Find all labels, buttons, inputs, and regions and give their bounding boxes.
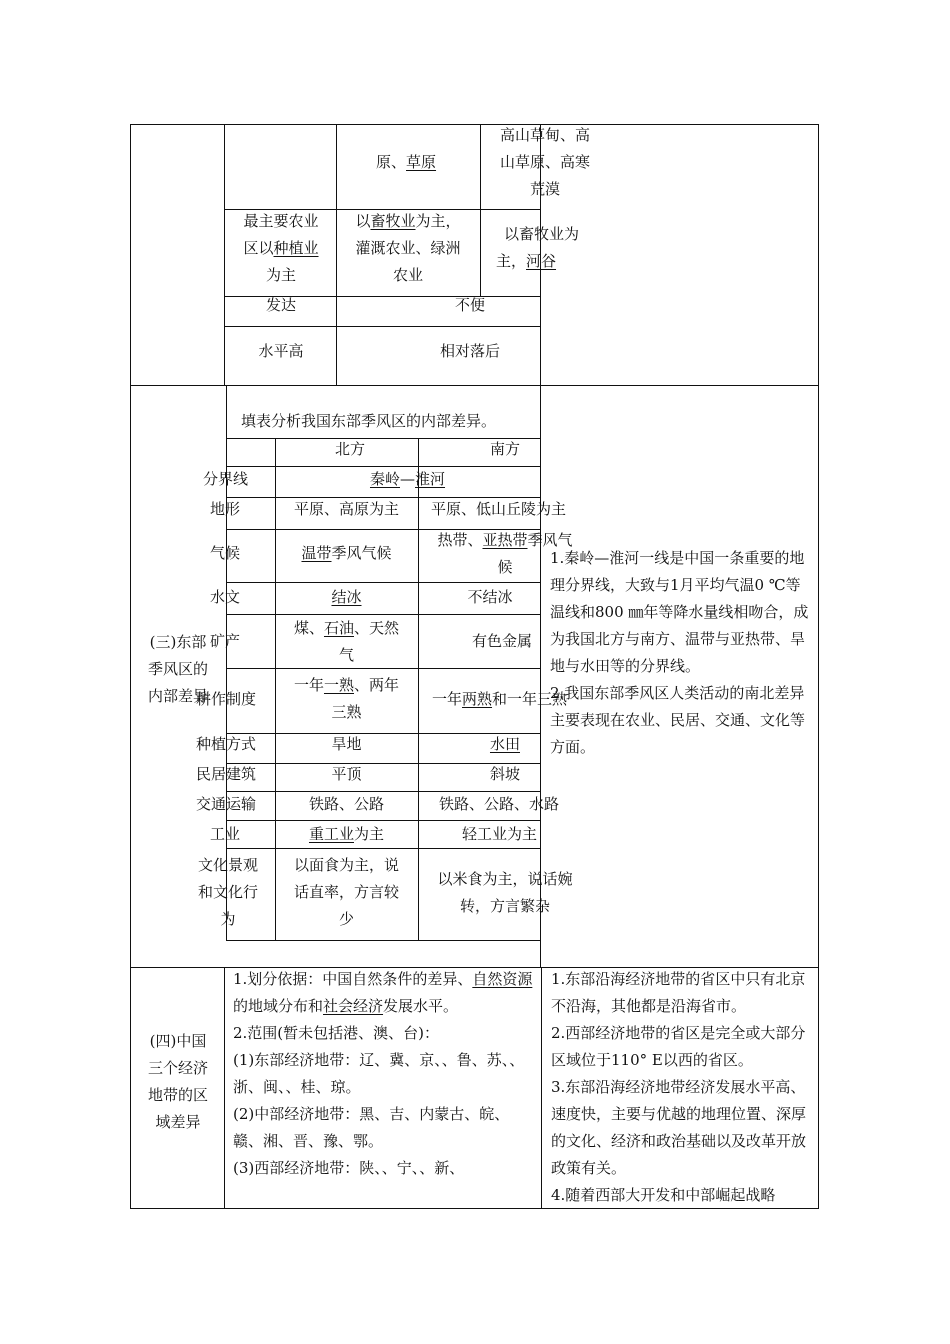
cell-terrain-s: 平原、低山丘陵为主 [431,500,567,518]
row-label-boundary: 分界线 [203,470,249,488]
cell-house-n: 平顶 [331,765,362,783]
cell-plant-s: 水田 [489,735,520,753]
cell-farm-s: 一年两熟和一年三熟 [432,690,568,708]
cell-tech-east: 水平高 [258,342,304,360]
outer-top-border [130,124,819,125]
header-north: 北方 [334,440,365,458]
row-label-culture: 文化景观 和文化行 为 [197,856,258,928]
cell-climate-n: 温带季风气候 [301,544,392,562]
header-south: 南方 [489,440,520,458]
cell-terrain-qt: 高山草甸、高 山草原、高寒 荒漠 [499,126,590,198]
cell-climate-s: 热带、亚热带季风气 候 [437,531,573,576]
outer-right-border [818,124,819,1209]
cell-terrain-n: 平原、高原为主 [293,500,399,518]
cell-hydro-s: 不结冰 [467,588,513,606]
row-label-farming: 耕作制度 [196,690,257,708]
section-label-economic: (四)中国 三个经济 地带的区 域差异 [147,1032,208,1131]
row-label-climate: 气候 [210,544,241,562]
cell-agri-east: 最主要农业 区以种植业 为主 [243,212,319,284]
cell-terrain-north: 原、草原 [376,153,437,171]
cell-agri-northwest: 以畜牧业为主， 灌溉农业、绿洲 农业 [355,212,461,284]
row-label-hydrology: 水文 [210,588,241,606]
cell-plant-n: 旱地 [331,735,362,753]
economic-zones-definition: 1.划分依据：中国自然条件的差异、自然资源的地域分布和社会经济发展水平。 2.范围(暂未包括港、澳、台)： (1)东部经济地带：辽、冀、京、、鲁、苏、、浙、闽、、桂、琼。 (2)中部经济地带：黑、吉、内蒙古、皖、赣、湘、晋、豫、鄂。 (3)西部经济地带：陕、、宁、、新、 [233,970,533,1177]
economic-zones-notes: 1.东部沿海经济地带的省区中只有北京不沿海，其他都是沿海省市。 2.西部经济地带的省区是完全或大部分区域位于110° E以西的省区。 3.东部沿海经济地带经济发展水平高、速度快，主要与优越的地理位置、深厚的文化、经济和政治基础以及改革开放政策有关。 4.随着西部大开发和中部崛起战略 [551,970,807,1204]
section-label-east: (三)东部 季风区的 内部差异 [147,633,208,705]
cell-transport-s: 铁路、公路、水路 [439,795,560,813]
row-label-housing: 民居建筑 [196,765,257,783]
row-label-minerals: 矿产 [210,632,241,650]
cell-boundary: 秦岭—淮河 [369,470,446,488]
row-label-transport: 交通运输 [196,795,257,813]
row-label-terrain: 地形 [210,500,241,518]
cell-transport-n: 铁路、公路 [308,795,384,813]
cell-industry-n: 重工业为主 [308,825,385,843]
outer-left-border [130,124,131,1209]
cell-culture-s: 以米食为主，说话婉 转，方言繁杂 [437,870,573,915]
cell-mineral-s: 有色金属 [472,632,533,650]
cell-industry-s: 轻工业为主 [462,825,538,843]
row-divider-1 [130,385,819,386]
row-label-planting: 种植方式 [196,735,257,753]
table-intro: 填表分析我国东部季风区的内部差异。 [241,412,497,430]
notes-east: 1.秦岭—淮河一线是中国一条重要的地理分界线，大致与1月平均气温0 ℃等温线和800 ㎜年等降水量线相吻合，成为我国北方与南方、温带与亚热带、旱地与水田等的分界线。 2.我国东部季风区人类活动的南北差异主要表现在农业、民居、交通、文化等方面。 [550,549,809,756]
cell-tech-other: 相对落后 [439,342,500,360]
cell-agri-qt: 以畜牧业为 主，河谷 [496,225,580,270]
cell-transport-other: 不便 [454,296,485,314]
cell-culture-n: 以面食为主，说 话直率，方言较 少 [293,856,399,928]
cell-house-s: 斜坡 [489,765,520,783]
cell-transport-east: 发达 [265,296,296,314]
cell-hydro-n: 结冰 [331,588,362,606]
cell-farm-n: 一年一熟、两年 三熟 [293,676,400,721]
cell-mineral-n: 煤、石油、天然 气 [293,619,400,664]
row-label-industry: 工业 [210,825,241,843]
